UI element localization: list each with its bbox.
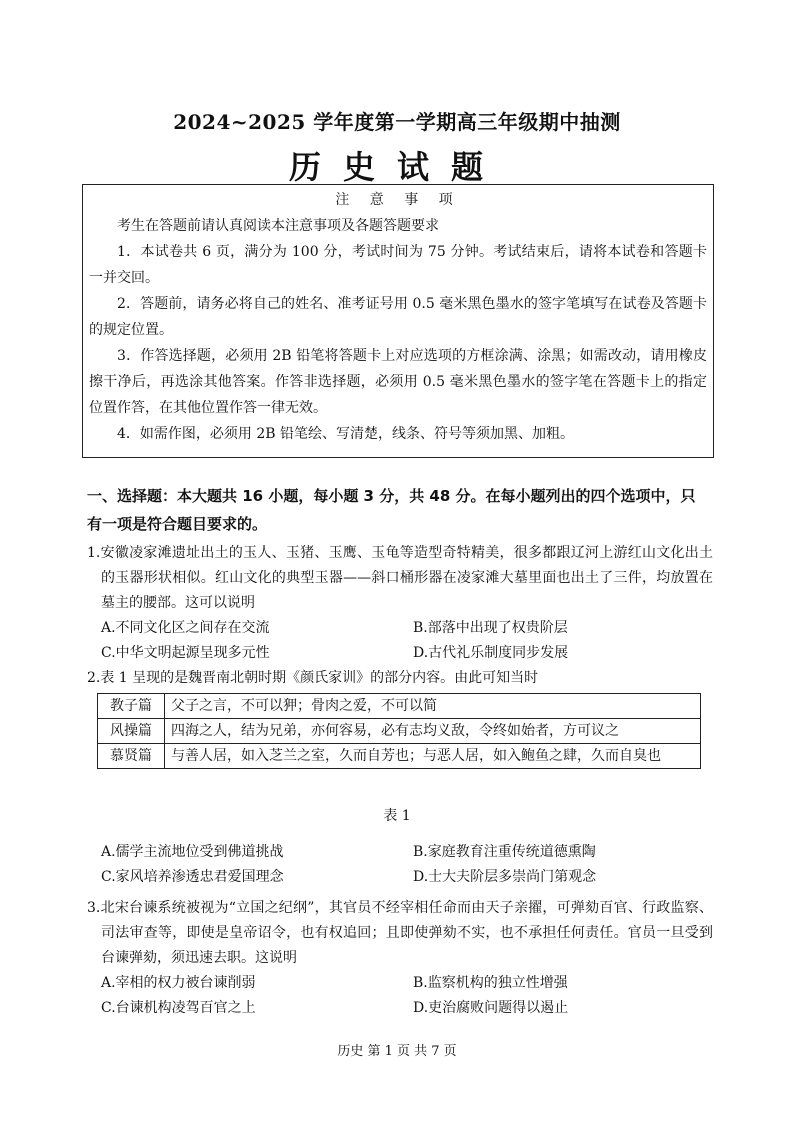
options-grid (87, 971, 713, 1021)
option-d: D.吏治腐败问题得以遏止 (413, 1000, 569, 1016)
question-stem: 3.北宋台谏系统被视为“立国之纪纲”，其官员不经宰相任命而由天子亲擢，可弹劾百官、行政监察、司法审查等，即使是皇帝诏令，也有权追回；且即使弹劾不实，也不承担任何责任。官员一旦受到台谏弹劾，须迅速去职。这说明 (87, 900, 713, 966)
option-c: C.中华文明起源呈现多元性 (101, 645, 270, 661)
exam-title: 2024~2025 学年度第一学期高三年级期中抽测 (173, 110, 621, 134)
section-heading: 一、选择题：本大题共 16 小题，每小题 3 分，共 48 分。在每小题列出的四个选项中，只有一项是符合题目要求的。 (87, 487, 696, 533)
question-stem: 1.安徽凌家滩遗址出土的玉人、玉猪、玉鹰、玉龟等造型奇特精美，很多都跟辽河上游红山文化出土的玉器形状相似。红山文化的典型玉器——斜口桶形器在凌家滩大墓里面也出土了三件，均放置在墓主的腰部。这可以说明 (87, 545, 713, 611)
table-cell-text: 与善人居，如入芝兰之室，久而自芳也；与恶人居，如入鲍鱼之肆，久而自臭也 (165, 744, 701, 769)
notice-item-1: 1．本试卷共 6 页，满分为 100 分，考试时间为 75 分钟。考试结束后，请将本试卷和答题卡一并交回。 (89, 244, 707, 286)
question-stem: 2.表 1 呈现的是魏晋南北朝时期《颜氏家训》的部分内容。由此可知当时 (87, 670, 539, 686)
notice-item-4: 4．如需作图，必须用 2B 铅笔绘、写清楚，线条、符号等须加黑、加粗。 (117, 426, 575, 442)
notice-heading: 注 意 事 项 (335, 192, 461, 208)
question-2-options (87, 840, 713, 890)
table-cell-text: 父子之言，不可以狎；骨肉之爱，不可以简 (165, 694, 701, 719)
table-cell-text: 四海之人，结为兄弟，亦何容易，必有志均义敌，令终如始者，方可议之 (165, 719, 701, 744)
quote-table (97, 693, 701, 769)
table-row (98, 744, 701, 769)
table-cell-chapter: 教子篇 (98, 694, 165, 719)
table-cell-chapter: 慕贤篇 (98, 744, 165, 769)
options-grid (87, 616, 713, 666)
table-row (98, 694, 701, 719)
notice-box (82, 184, 714, 458)
option-a: A.宰相的权力被台谏削弱 (101, 975, 256, 991)
notice-item-3: 3．作答选择题，必须用 2B 铅笔将答题卡上对应选项的方框涂满、涂黑；如需改动，请用橡皮擦干净后，再选涂其他答案。作答非选择题，必须用 0.5 毫米黑色墨水的签字笔在答题卡上的指定位置作答，在其他位置作答一律无效。 (89, 348, 707, 416)
table-cell-chapter: 风操篇 (98, 719, 165, 744)
option-b: B.家庭教育注重传统道德熏陶 (413, 844, 596, 860)
option-b: B.部落中出现了权贵阶层 (413, 620, 568, 636)
option-d: D.士大夫阶层多崇尚门第观念 (413, 869, 597, 885)
option-c: C.台谏机构凌驾百官之上 (101, 1000, 256, 1016)
option-c: C.家风培养渗透忠君爱国理念 (101, 869, 284, 885)
question-3 (87, 896, 713, 1021)
notice-intro: 考生在答题前请认真阅读本注意事项及各题答题要求 (117, 218, 439, 234)
option-a: A.儒学主流地位受到佛道挑战 (101, 844, 284, 860)
subject-title: 历史试题 (288, 148, 505, 186)
options-grid (87, 840, 713, 890)
option-d: D.古代礼乐制度同步发展 (413, 645, 569, 661)
question-1 (87, 541, 713, 666)
page-footer: 历史 第 1 页 共 7 页 (337, 1044, 457, 1059)
table-caption: 表 1 (383, 808, 411, 824)
option-a: A.不同文化区之间存在交流 (101, 620, 270, 636)
option-b: B.监察机构的独立性增强 (413, 975, 568, 991)
notice-item-2: 2．答题前，请务必将自己的姓名、准考证号用 0.5 毫米黑色墨水的签字笔填写在试卷及答题卡的规定位置。 (89, 296, 707, 338)
question-2 (87, 666, 713, 691)
table-row (98, 719, 701, 744)
